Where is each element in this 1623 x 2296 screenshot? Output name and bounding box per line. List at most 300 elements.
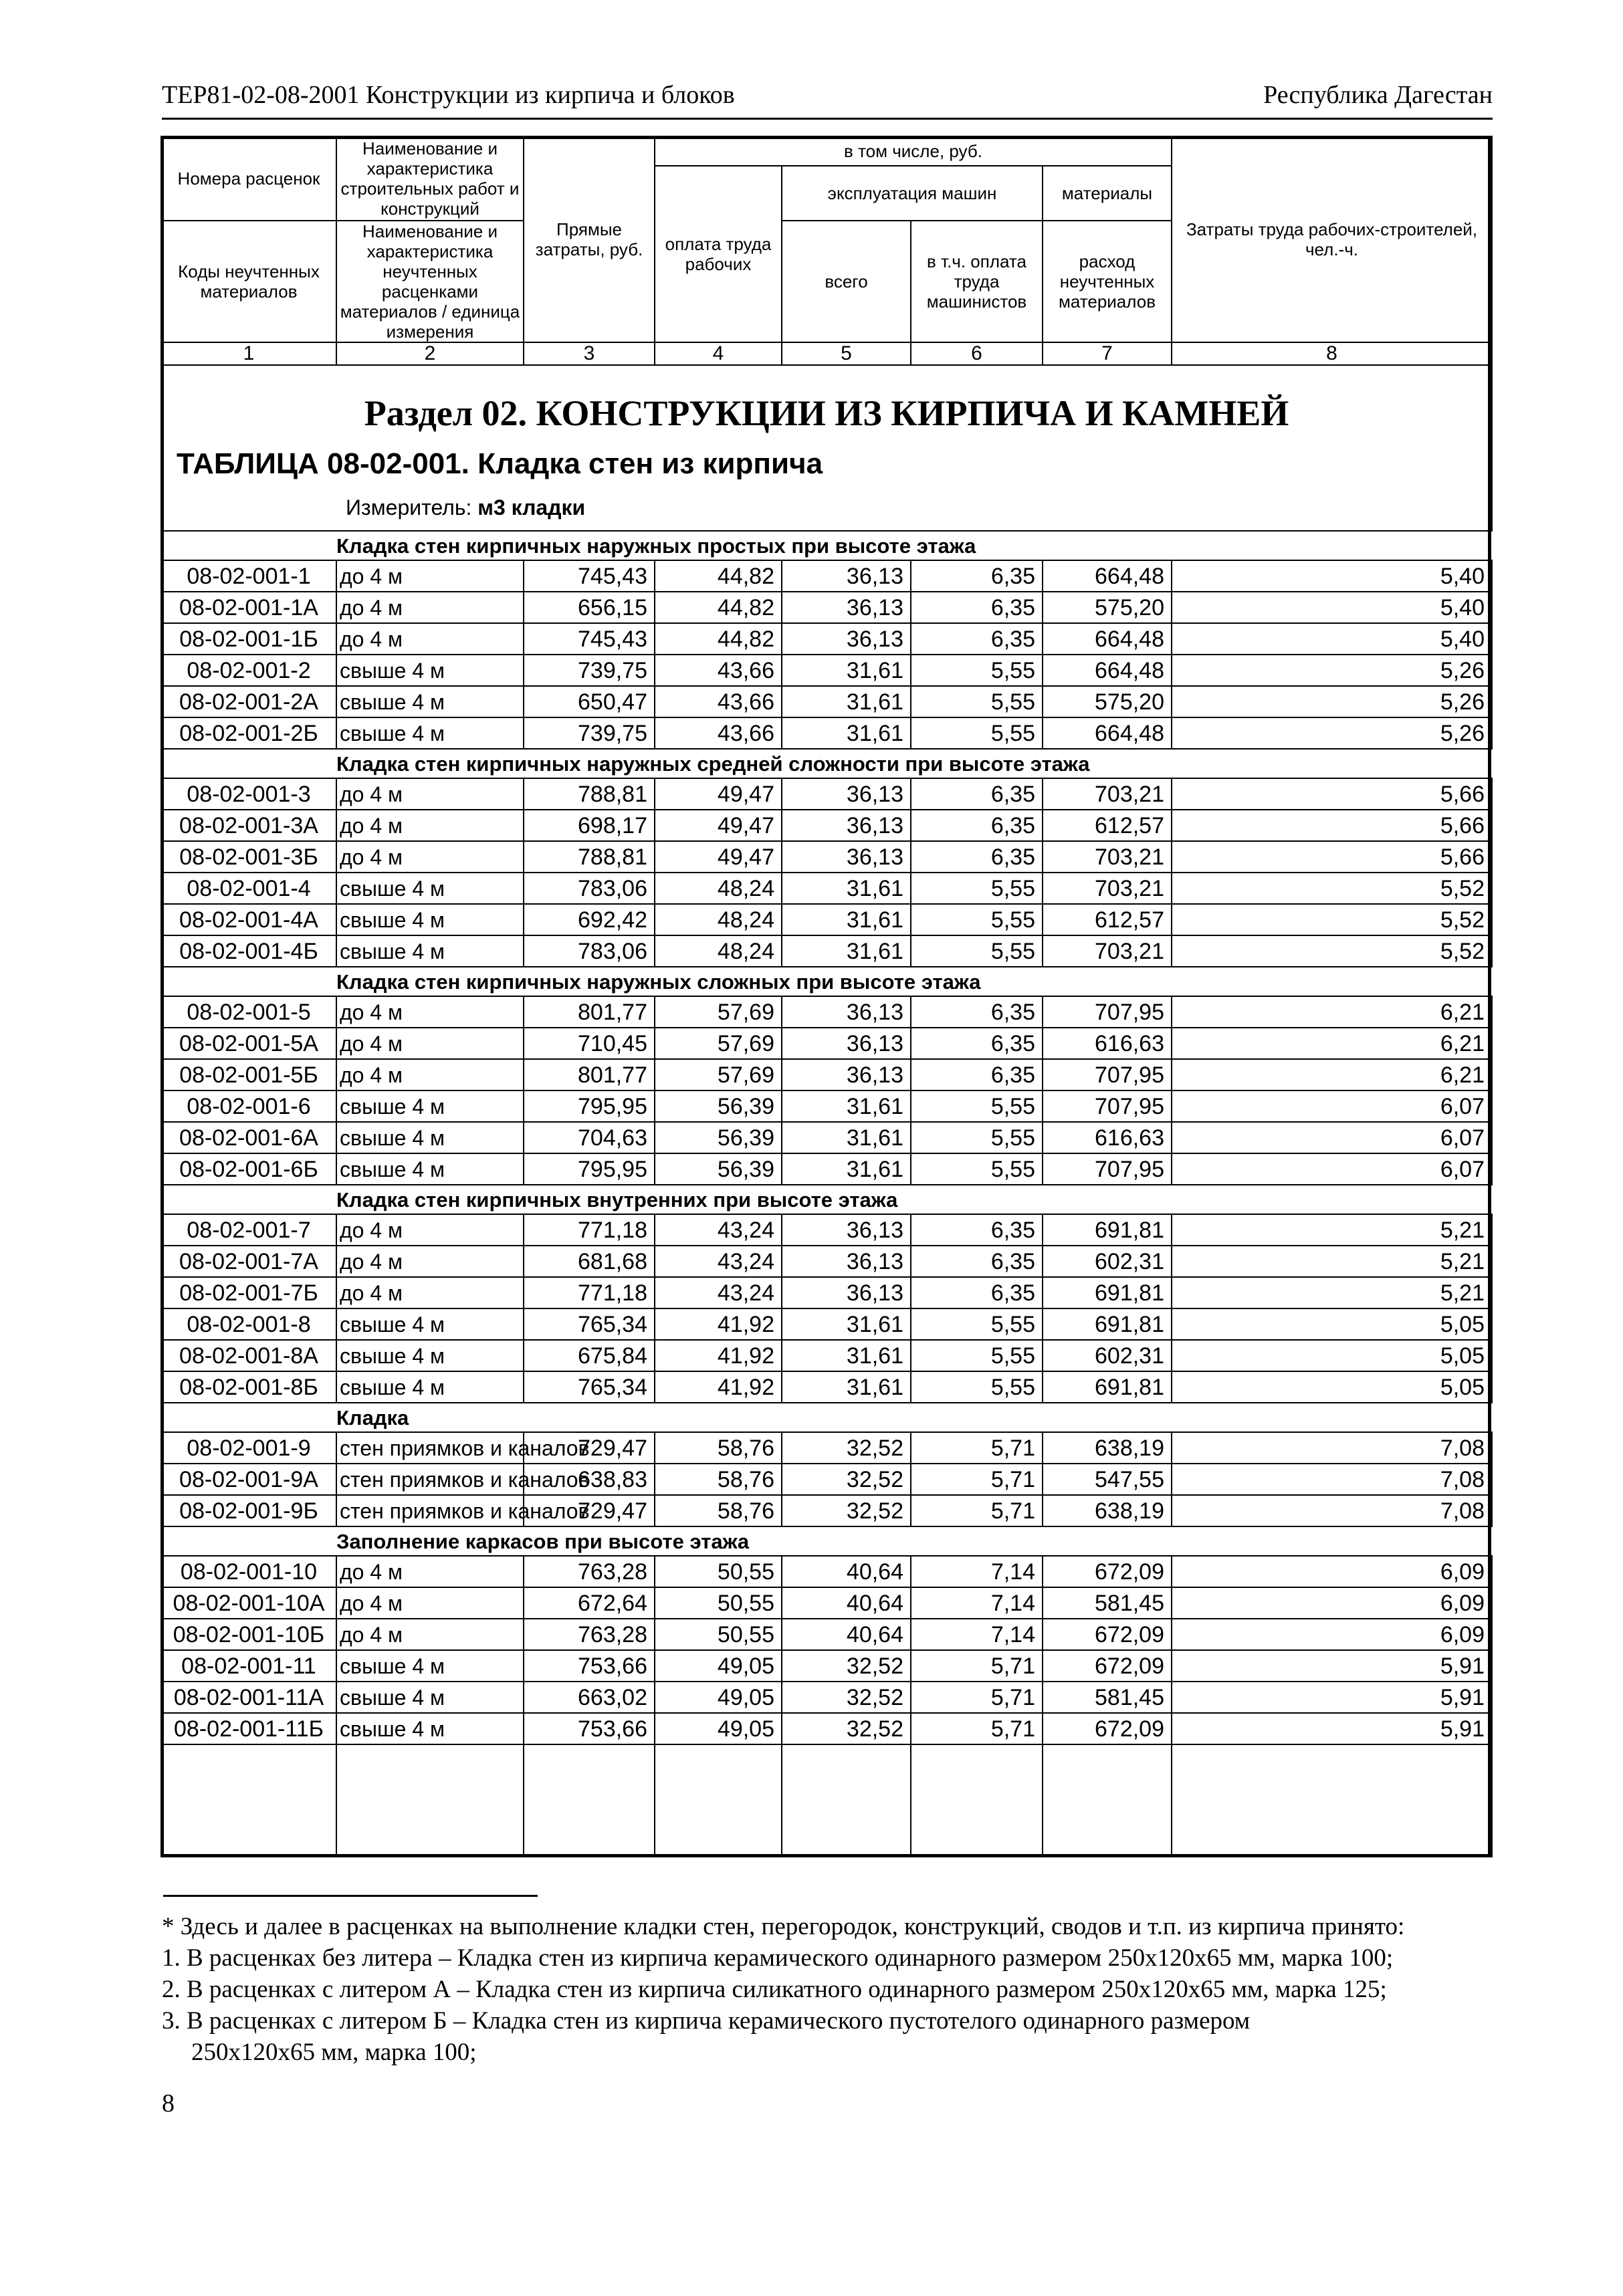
footnote-item: 1. В расценках без литера – Кладка стен из кирпича керамического одинарного размером 250x120x65 мм, марка 100; [162, 1944, 1394, 1972]
work-name: свыше 4 м [336, 1713, 524, 1744]
machinist-wages: 6,35 [911, 1214, 1043, 1246]
header-direct-costs: Прямые затраты, руб. [524, 136, 655, 342]
direct-costs: 698,17 [524, 810, 655, 841]
materials: 664,48 [1043, 717, 1172, 749]
group-title: Кладка стен кирпичных наружных простых при высоте этажа [161, 531, 1492, 560]
labor-costs: 5,52 [1172, 904, 1492, 935]
rate-code: 08-02-001-9 [161, 1432, 336, 1464]
rate-code: 08-02-001-6Б [161, 1153, 336, 1185]
labor-costs: 5,21 [1172, 1214, 1492, 1246]
machinist-wages: 5,55 [911, 935, 1043, 967]
labor-costs: 5,66 [1172, 778, 1492, 810]
wages: 58,76 [655, 1464, 782, 1495]
column-number: 1 [161, 342, 336, 365]
header-unaccounted-name: Наименование и характеристика неучтенных расценками материалов / единица измерения [336, 221, 524, 342]
labor-costs: 6,21 [1172, 996, 1492, 1028]
labor-costs: 5,91 [1172, 1713, 1492, 1744]
work-name: до 4 м [336, 1277, 524, 1308]
labor-costs: 6,07 [1172, 1090, 1492, 1122]
machinist-wages: 5,71 [911, 1432, 1043, 1464]
direct-costs: 745,43 [524, 623, 655, 655]
labor-costs: 5,05 [1172, 1308, 1492, 1340]
wages: 43,24 [655, 1246, 782, 1277]
wages: 44,82 [655, 623, 782, 655]
materials: 691,81 [1043, 1371, 1172, 1403]
materials: 638,19 [1043, 1495, 1172, 1526]
direct-costs: 729,47 [524, 1432, 655, 1464]
direct-costs: 771,18 [524, 1214, 655, 1246]
measurer-unit: м3 кладки [477, 495, 586, 520]
region-name: Республика Дагестан [1263, 81, 1493, 109]
direct-costs: 763,28 [524, 1556, 655, 1587]
column-number: 5 [782, 342, 911, 365]
machines-total: 36,13 [782, 1246, 911, 1277]
machines-total: 36,13 [782, 560, 911, 592]
machinist-wages: 5,55 [911, 1340, 1043, 1371]
header-machines-total: всего [782, 221, 911, 342]
rate-code: 08-02-001-10Б [161, 1619, 336, 1650]
table-frame [160, 136, 1491, 1857]
rate-code: 08-02-001-5 [161, 996, 336, 1028]
labor-costs: 5,05 [1172, 1340, 1492, 1371]
group-title: Кладка стен кирпичных внутренних при высоте этажа [161, 1185, 1492, 1214]
machines-total: 31,61 [782, 1371, 911, 1403]
wages: 58,76 [655, 1495, 782, 1526]
materials: 672,09 [1043, 1619, 1172, 1650]
labor-costs: 6,07 [1172, 1122, 1492, 1153]
materials: 602,31 [1043, 1340, 1172, 1371]
direct-costs: 710,45 [524, 1028, 655, 1059]
rate-code: 08-02-001-11Б [161, 1713, 336, 1744]
work-name: до 4 м [336, 1619, 524, 1650]
header-materials: материалы [1043, 166, 1172, 221]
work-name: свыше 4 м [336, 935, 524, 967]
labor-costs: 5,52 [1172, 935, 1492, 967]
direct-costs: 638,83 [524, 1464, 655, 1495]
header-labor-costs: Затраты труда рабочих-строителей, чел.-ч. [1172, 136, 1492, 342]
direct-costs: 763,28 [524, 1619, 655, 1650]
machinist-wages: 7,14 [911, 1556, 1043, 1587]
machines-total: 32,52 [782, 1495, 911, 1526]
machines-total: 32,52 [782, 1464, 911, 1495]
machinist-wages: 7,14 [911, 1619, 1043, 1650]
work-name: до 4 м [336, 1556, 524, 1587]
labor-costs: 5,91 [1172, 1682, 1492, 1713]
direct-costs: 704,63 [524, 1122, 655, 1153]
labor-costs: 5,26 [1172, 717, 1492, 749]
machines-total: 36,13 [782, 1277, 911, 1308]
machinist-wages: 6,35 [911, 778, 1043, 810]
wages: 58,76 [655, 1432, 782, 1464]
work-name: до 4 м [336, 810, 524, 841]
wages: 49,47 [655, 810, 782, 841]
direct-costs: 681,68 [524, 1246, 655, 1277]
direct-costs: 650,47 [524, 686, 655, 717]
machines-total: 31,61 [782, 873, 911, 904]
machinist-wages: 6,35 [911, 810, 1043, 841]
materials: 547,55 [1043, 1464, 1172, 1495]
direct-costs: 753,66 [524, 1713, 655, 1744]
machines-total: 31,61 [782, 717, 911, 749]
rate-code: 08-02-001-4 [161, 873, 336, 904]
machines-total: 36,13 [782, 1214, 911, 1246]
column-number: 8 [1172, 342, 1492, 365]
machinist-wages: 5,55 [911, 1122, 1043, 1153]
rate-code: 08-02-001-8А [161, 1340, 336, 1371]
machines-total: 31,61 [782, 1308, 911, 1340]
direct-costs: 783,06 [524, 873, 655, 904]
header-machinist-wages: в т.ч. оплата труда машинистов [911, 221, 1043, 342]
wages: 56,39 [655, 1122, 782, 1153]
group-title: Кладка стен кирпичных наружных средней сложности при высоте этажа [161, 749, 1492, 778]
labor-costs: 6,09 [1172, 1556, 1492, 1587]
machines-total: 36,13 [782, 841, 911, 873]
labor-costs: 6,21 [1172, 1028, 1492, 1059]
wages: 57,69 [655, 996, 782, 1028]
rate-code: 08-02-001-3А [161, 810, 336, 841]
rate-code: 08-02-001-11 [161, 1650, 336, 1682]
materials: 691,81 [1043, 1214, 1172, 1246]
direct-costs: 788,81 [524, 778, 655, 810]
rate-code: 08-02-001-7Б [161, 1277, 336, 1308]
wages: 44,82 [655, 592, 782, 623]
work-name: до 4 м [336, 623, 524, 655]
machines-total: 36,13 [782, 623, 911, 655]
footnote-continuation: 250x120x65 мм, марка 100; [191, 2039, 477, 2066]
machinist-wages: 5,55 [911, 1153, 1043, 1185]
work-name: свыше 4 м [336, 1153, 524, 1185]
labor-costs: 5,26 [1172, 686, 1492, 717]
header-including: в том числе, руб. [655, 136, 1172, 166]
wages: 48,24 [655, 873, 782, 904]
machines-total: 36,13 [782, 996, 911, 1028]
machines-total: 31,61 [782, 1340, 911, 1371]
rate-code: 08-02-001-2 [161, 655, 336, 686]
machines-total: 36,13 [782, 1028, 911, 1059]
labor-costs: 5,66 [1172, 841, 1492, 873]
labor-costs: 6,09 [1172, 1619, 1492, 1650]
machines-total: 31,61 [782, 686, 911, 717]
running-header [162, 75, 1493, 115]
work-name: до 4 м [336, 1059, 524, 1090]
labor-costs: 5,21 [1172, 1277, 1492, 1308]
machinist-wages: 5,71 [911, 1713, 1043, 1744]
labor-costs: 5,05 [1172, 1371, 1492, 1403]
rate-code: 08-02-001-6А [161, 1122, 336, 1153]
work-name: до 4 м [336, 1028, 524, 1059]
work-name: свыше 4 м [336, 1308, 524, 1340]
rate-code: 08-02-001-8Б [161, 1371, 336, 1403]
wages: 41,92 [655, 1371, 782, 1403]
wages: 43,24 [655, 1214, 782, 1246]
materials: 664,48 [1043, 560, 1172, 592]
section-title: Раздел 02. КОНСТРУКЦИИ ИЗ КИРПИЧА И КАМНЕЙ [364, 393, 1289, 433]
machinist-wages: 5,55 [911, 686, 1043, 717]
machines-total: 40,64 [782, 1556, 911, 1587]
machinist-wages: 5,55 [911, 717, 1043, 749]
work-name: до 4 м [336, 841, 524, 873]
work-name: свыше 4 м [336, 1650, 524, 1682]
wages: 41,92 [655, 1308, 782, 1340]
direct-costs: 739,75 [524, 655, 655, 686]
direct-costs: 692,42 [524, 904, 655, 935]
footnote-intro: * Здесь и далее в расценках на выполнение кладки стен, перегородок, конструкций, сводов и т.п. из кирпича принято: [162, 1913, 1405, 1940]
direct-costs: 672,64 [524, 1587, 655, 1619]
rate-code: 08-02-001-10 [161, 1556, 336, 1587]
wages: 50,55 [655, 1587, 782, 1619]
machines-total: 36,13 [782, 778, 911, 810]
group-title: Кладка [161, 1403, 1492, 1432]
machines-total: 40,64 [782, 1619, 911, 1650]
rate-code: 08-02-001-2Б [161, 717, 336, 749]
materials: 707,95 [1043, 1153, 1172, 1185]
materials: 664,48 [1043, 655, 1172, 686]
direct-costs: 795,95 [524, 1090, 655, 1122]
machinist-wages: 6,35 [911, 623, 1043, 655]
work-name: свыше 4 м [336, 1682, 524, 1713]
header-rate-numbers: Номера расценок [161, 136, 336, 221]
machinist-wages: 6,35 [911, 1059, 1043, 1090]
materials: 691,81 [1043, 1277, 1172, 1308]
wages: 57,69 [655, 1028, 782, 1059]
direct-costs: 753,66 [524, 1650, 655, 1682]
labor-costs: 5,40 [1172, 623, 1492, 655]
rate-code: 08-02-001-7А [161, 1246, 336, 1277]
column-number: 2 [336, 342, 524, 365]
machines-total: 31,61 [782, 904, 911, 935]
direct-costs: 745,43 [524, 560, 655, 592]
direct-costs: 765,34 [524, 1308, 655, 1340]
labor-costs: 5,52 [1172, 873, 1492, 904]
machines-total: 36,13 [782, 810, 911, 841]
labor-costs: 5,40 [1172, 560, 1492, 592]
materials: 612,57 [1043, 904, 1172, 935]
wages: 56,39 [655, 1090, 782, 1122]
rate-code: 08-02-001-1А [161, 592, 336, 623]
machines-total: 32,52 [782, 1713, 911, 1744]
rate-code: 08-02-001-10А [161, 1587, 336, 1619]
machinist-wages: 5,71 [911, 1650, 1043, 1682]
machines-total: 36,13 [782, 1059, 911, 1090]
machines-total: 31,61 [782, 1090, 911, 1122]
direct-costs: 771,18 [524, 1277, 655, 1308]
direct-costs: 795,95 [524, 1153, 655, 1185]
materials: 691,81 [1043, 1308, 1172, 1340]
rate-code: 08-02-001-11А [161, 1682, 336, 1713]
header-work-name: Наименование и характеристика строительных работ и конструкций [336, 136, 524, 221]
direct-costs: 663,02 [524, 1682, 655, 1713]
wages: 48,24 [655, 904, 782, 935]
group-title: Заполнение каркасов при высоте этажа [161, 1526, 1492, 1556]
work-name: стен приямков и каналов [336, 1464, 524, 1495]
work-name: свыше 4 м [336, 686, 524, 717]
work-name: до 4 м [336, 1214, 524, 1246]
rate-code: 08-02-001-2А [161, 686, 336, 717]
direct-costs: 801,77 [524, 1059, 655, 1090]
materials: 602,31 [1043, 1246, 1172, 1277]
machinist-wages: 6,35 [911, 841, 1043, 873]
page-number: 8 [162, 2089, 175, 2117]
column-number: 3 [524, 342, 655, 365]
work-name: до 4 м [336, 560, 524, 592]
wages: 43,66 [655, 686, 782, 717]
materials: 616,63 [1043, 1028, 1172, 1059]
rate-code: 08-02-001-3Б [161, 841, 336, 873]
work-name: свыше 4 м [336, 1371, 524, 1403]
machines-total: 31,61 [782, 655, 911, 686]
materials: 707,95 [1043, 1059, 1172, 1090]
machines-total: 31,61 [782, 935, 911, 967]
work-name: стен приямков и каналов [336, 1495, 524, 1526]
rate-code: 08-02-001-3 [161, 778, 336, 810]
work-name: до 4 м [336, 592, 524, 623]
labor-costs: 6,21 [1172, 1059, 1492, 1090]
wages: 49,47 [655, 841, 782, 873]
machinist-wages: 6,35 [911, 996, 1043, 1028]
materials: 575,20 [1043, 686, 1172, 717]
wages: 48,24 [655, 935, 782, 967]
work-name: свыше 4 м [336, 655, 524, 686]
work-name: до 4 м [336, 1246, 524, 1277]
wages: 49,05 [655, 1713, 782, 1744]
wages: 49,05 [655, 1682, 782, 1713]
document-code-title: ТЕР81-02-08-2001 Конструкции из кирпича и блоков [162, 81, 735, 109]
machines-total: 32,52 [782, 1650, 911, 1682]
materials: 575,20 [1043, 592, 1172, 623]
materials: 703,21 [1043, 873, 1172, 904]
machinist-wages: 6,35 [911, 560, 1043, 592]
machinist-wages: 6,35 [911, 1246, 1043, 1277]
machinist-wages: 6,35 [911, 1028, 1043, 1059]
materials: 703,21 [1043, 778, 1172, 810]
work-name: свыше 4 м [336, 1340, 524, 1371]
work-name: до 4 м [336, 778, 524, 810]
work-name: свыше 4 м [336, 1122, 524, 1153]
footnote-item: 3. В расценках с литером Б – Кладка стен из кирпича керамического пустотелого одинарного размером [162, 2007, 1251, 2035]
materials: 707,95 [1043, 996, 1172, 1028]
rate-code: 08-02-001-4А [161, 904, 336, 935]
machinist-wages: 5,55 [911, 1090, 1043, 1122]
materials: 664,48 [1043, 623, 1172, 655]
header-unaccounted-codes: Коды неучтенных материалов [161, 221, 336, 342]
direct-costs: 765,34 [524, 1371, 655, 1403]
wages: 43,66 [655, 717, 782, 749]
materials: 707,95 [1043, 1090, 1172, 1122]
work-name: свыше 4 м [336, 904, 524, 935]
wages: 41,92 [655, 1340, 782, 1371]
rate-code: 08-02-001-9А [161, 1464, 336, 1495]
direct-costs: 783,06 [524, 935, 655, 967]
machinist-wages: 5,71 [911, 1495, 1043, 1526]
machinist-wages: 7,14 [911, 1587, 1043, 1619]
wages: 44,82 [655, 560, 782, 592]
wages: 50,55 [655, 1556, 782, 1587]
rate-code: 08-02-001-9Б [161, 1495, 336, 1526]
labor-costs: 5,26 [1172, 655, 1492, 686]
direct-costs: 729,47 [524, 1495, 655, 1526]
machinist-wages: 5,71 [911, 1464, 1043, 1495]
direct-costs: 656,15 [524, 592, 655, 623]
materials: 616,63 [1043, 1122, 1172, 1153]
header-wages: оплата труда рабочих [655, 166, 782, 342]
work-name: стен приямков и каналов [336, 1432, 524, 1464]
direct-costs: 675,84 [524, 1340, 655, 1371]
machinist-wages: 6,35 [911, 592, 1043, 623]
materials: 581,45 [1043, 1587, 1172, 1619]
materials: 638,19 [1043, 1432, 1172, 1464]
machinist-wages: 5,55 [911, 655, 1043, 686]
rate-code: 08-02-001-8 [161, 1308, 336, 1340]
labor-costs: 5,91 [1172, 1650, 1492, 1682]
wages: 49,05 [655, 1650, 782, 1682]
column-number: 6 [911, 342, 1043, 365]
materials: 672,09 [1043, 1556, 1172, 1587]
header-rule [162, 118, 1493, 120]
machinist-wages: 5,55 [911, 904, 1043, 935]
direct-costs: 801,77 [524, 996, 655, 1028]
direct-costs: 788,81 [524, 841, 655, 873]
labor-costs: 6,07 [1172, 1153, 1492, 1185]
labor-costs: 5,40 [1172, 592, 1492, 623]
labor-costs: 6,09 [1172, 1587, 1492, 1619]
rate-code: 08-02-001-1Б [161, 623, 336, 655]
machines-total: 32,52 [782, 1682, 911, 1713]
footnote-rule [163, 1895, 538, 1897]
wages: 43,66 [655, 655, 782, 686]
wages: 50,55 [655, 1619, 782, 1650]
rate-code: 08-02-001-4Б [161, 935, 336, 967]
rate-code: 08-02-001-1 [161, 560, 336, 592]
footnotes [162, 1911, 1493, 2068]
machinist-wages: 5,55 [911, 1308, 1043, 1340]
work-name: свыше 4 м [336, 717, 524, 749]
footnote-item: 2. В расценках с литером А – Кладка стен из кирпича силикатного одинарного размером 250x120x65 мм, марка 125; [162, 1976, 1387, 2003]
materials: 612,57 [1043, 810, 1172, 841]
machinist-wages: 6,35 [911, 1277, 1043, 1308]
work-name: свыше 4 м [336, 1090, 524, 1122]
group-title: Кладка стен кирпичных наружных сложных при высоте этажа [161, 967, 1492, 996]
machines-total: 32,52 [782, 1432, 911, 1464]
direct-costs: 739,75 [524, 717, 655, 749]
wages: 49,47 [655, 778, 782, 810]
machines-total: 40,64 [782, 1587, 911, 1619]
labor-costs: 5,66 [1172, 810, 1492, 841]
labor-costs: 5,21 [1172, 1246, 1492, 1277]
work-name: до 4 м [336, 996, 524, 1028]
machinist-wages: 5,55 [911, 1371, 1043, 1403]
rate-code: 08-02-001-5Б [161, 1059, 336, 1090]
rate-code: 08-02-001-6 [161, 1090, 336, 1122]
machinist-wages: 5,55 [911, 873, 1043, 904]
materials: 703,21 [1043, 935, 1172, 967]
wages: 56,39 [655, 1153, 782, 1185]
work-name: до 4 м [336, 1587, 524, 1619]
rate-code: 08-02-001-5А [161, 1028, 336, 1059]
machines-total: 31,61 [782, 1122, 911, 1153]
header-machines: эксплуатация машин [782, 166, 1043, 221]
column-number: 7 [1043, 342, 1172, 365]
labor-costs: 7,08 [1172, 1464, 1492, 1495]
column-number: 4 [655, 342, 782, 365]
table-title: ТАБЛИЦА 08-02-001. Кладка стен из кирпича [177, 447, 823, 480]
labor-costs: 7,08 [1172, 1495, 1492, 1526]
wages: 57,69 [655, 1059, 782, 1090]
machines-total: 31,61 [782, 1153, 911, 1185]
work-name: свыше 4 м [336, 873, 524, 904]
materials: 672,09 [1043, 1713, 1172, 1744]
materials: 672,09 [1043, 1650, 1172, 1682]
wages: 43,24 [655, 1277, 782, 1308]
